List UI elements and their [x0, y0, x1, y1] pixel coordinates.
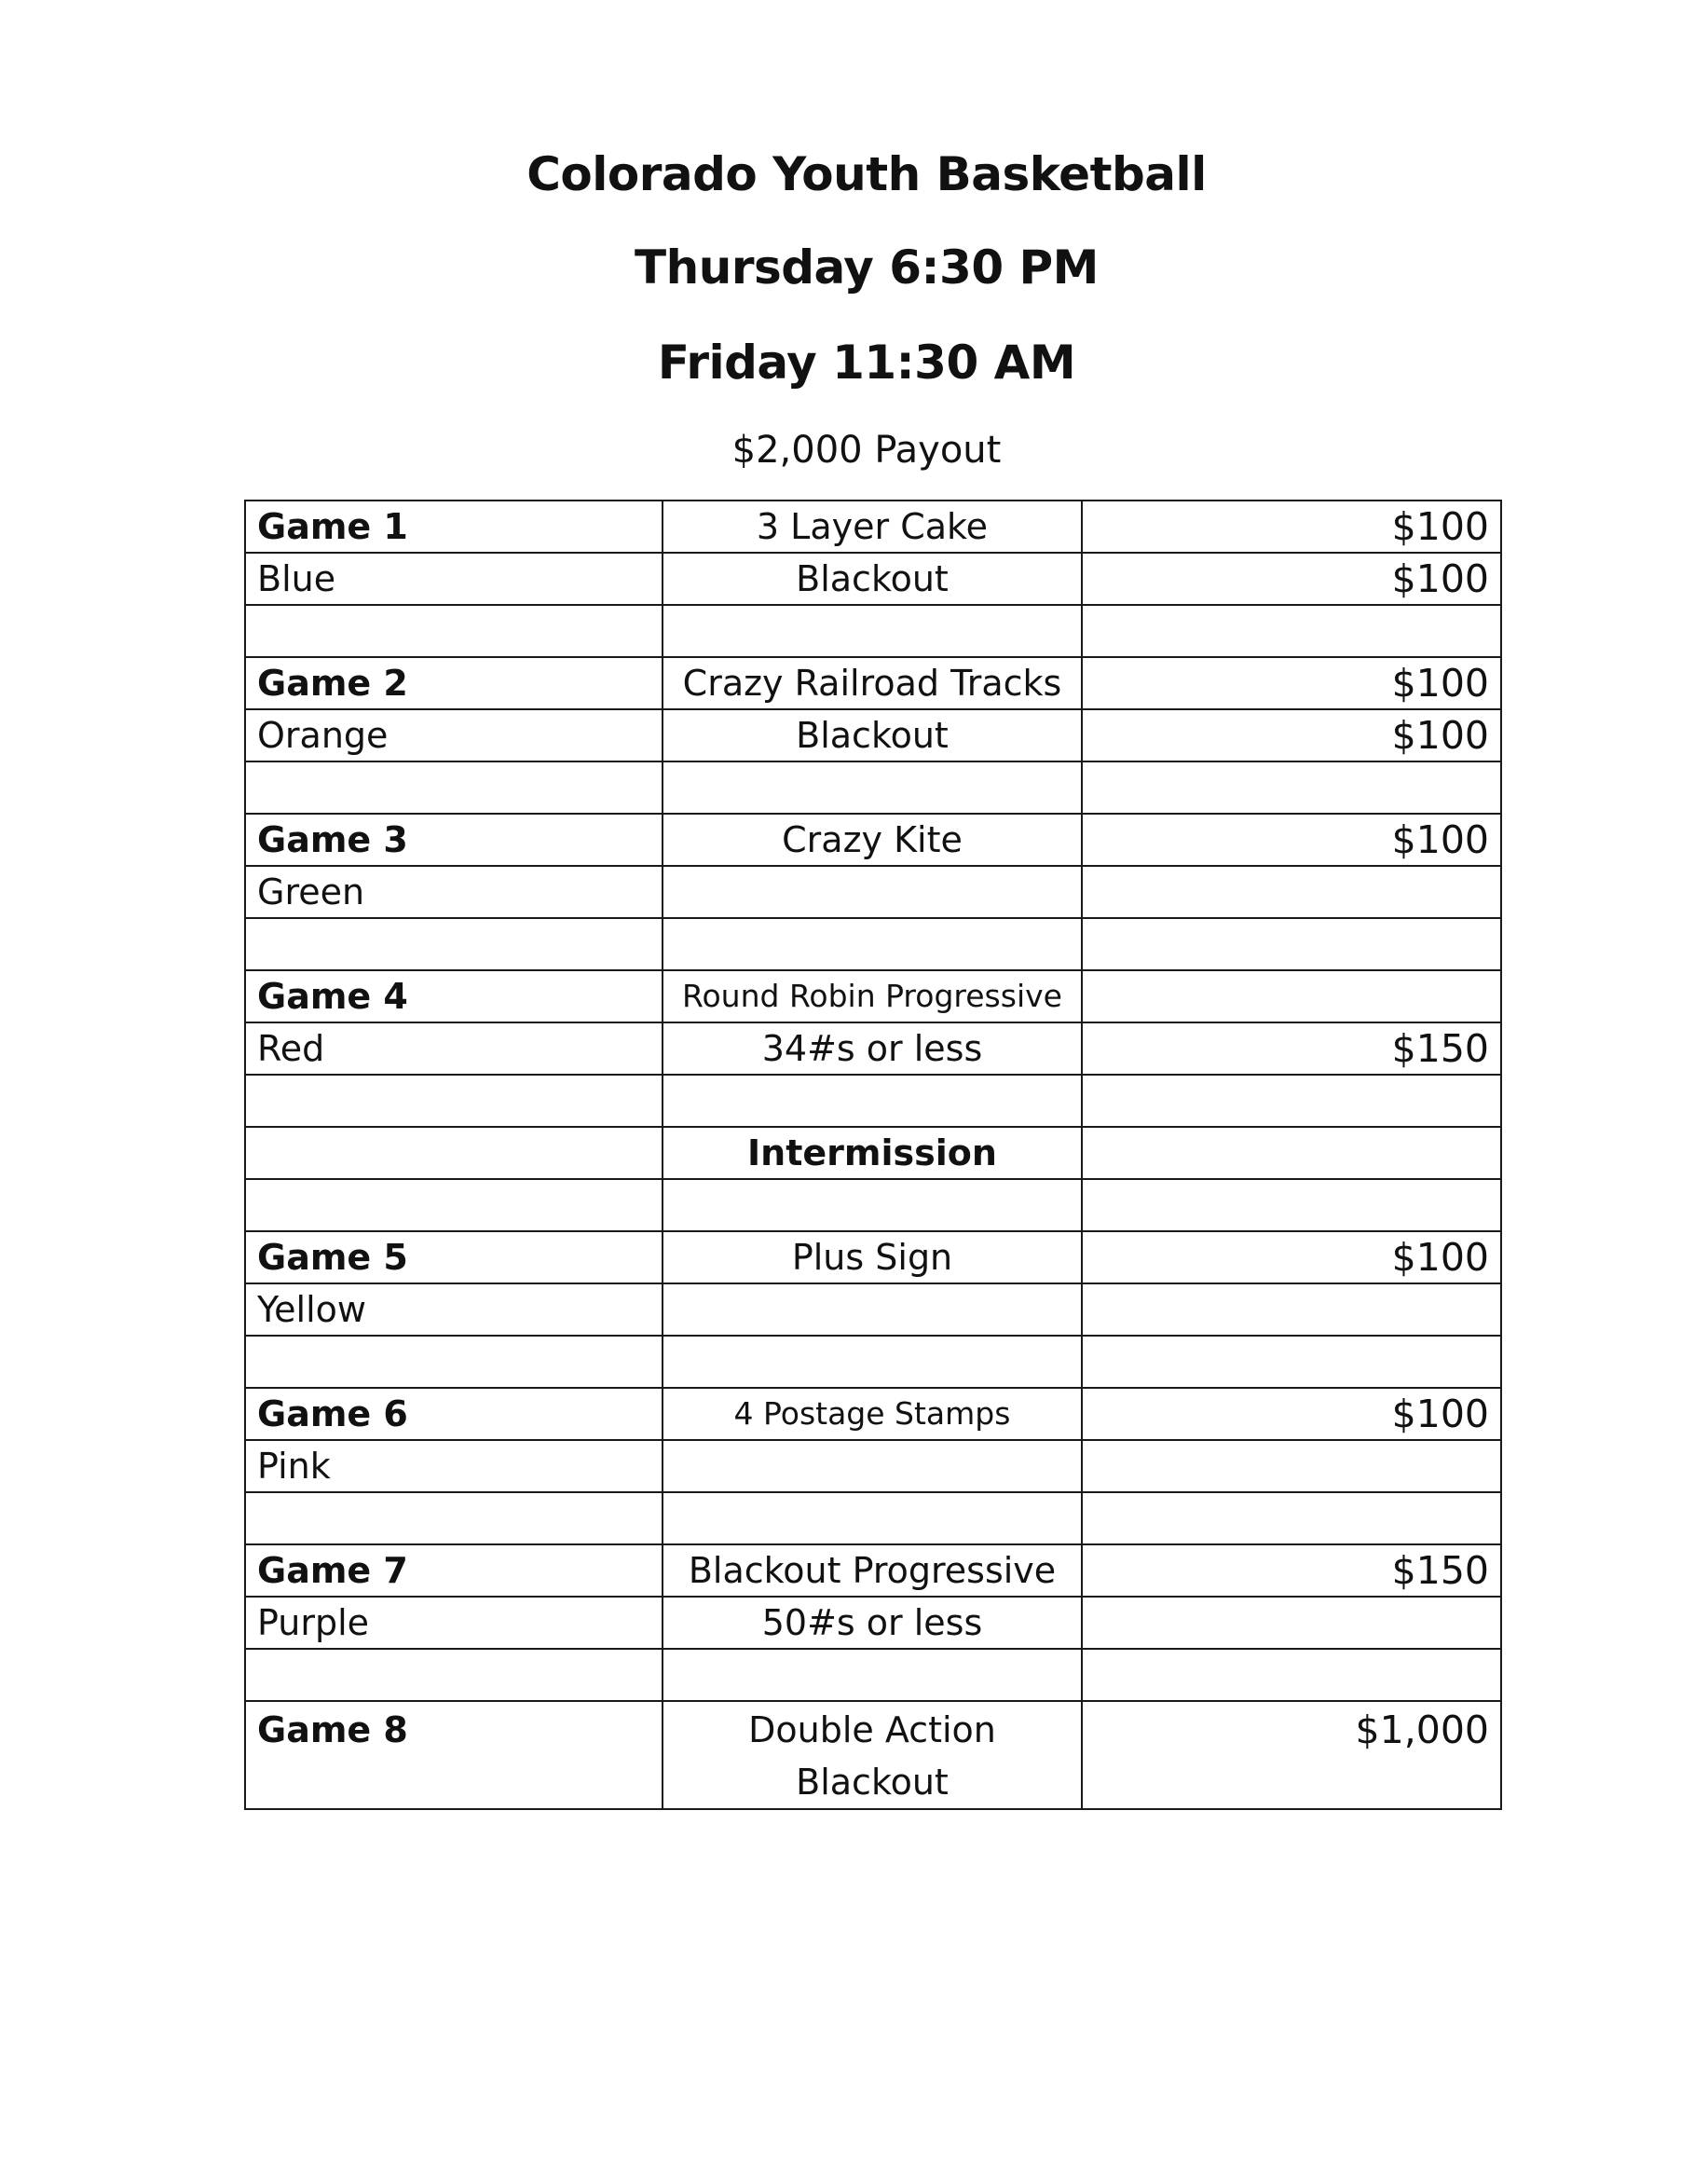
game-color: Yellow [245, 1283, 663, 1336]
game-prize: $100 [1082, 1231, 1501, 1283]
game-color: Green [245, 866, 663, 918]
game-color: Orange [245, 709, 663, 761]
table-row [245, 553, 1501, 605]
game-pattern: Round Robin Progressive [663, 970, 1082, 1022]
table-row [245, 1388, 1501, 1440]
table-row [245, 1022, 1501, 1075]
table-row [245, 1127, 1501, 1179]
session-friday: Friday 11:30 AM [657, 336, 1076, 390]
game-number: Game 8 [245, 1701, 663, 1809]
game-number: Game 6 [245, 1388, 663, 1440]
table-row-spacer [245, 1492, 1501, 1544]
game-prize: $150 [1082, 1544, 1501, 1597]
table-row-spacer [245, 1649, 1501, 1701]
game-pattern: Blackout [663, 709, 1082, 761]
game-pattern: 34#s or less [663, 1022, 1082, 1075]
game-prize: $100 [1082, 709, 1501, 761]
game-pattern: 50#s or less [663, 1597, 1082, 1649]
game-color: Pink [245, 1440, 663, 1492]
payout-total: $2,000 Payout [731, 429, 1002, 472]
game-pattern: Blackout [663, 553, 1082, 605]
game-pattern: Crazy Kite [663, 814, 1082, 866]
game-prize: $100 [1082, 1388, 1501, 1440]
game-pattern: Plus Sign [663, 1231, 1082, 1283]
game-color: Red [245, 1022, 663, 1075]
table-row [245, 501, 1501, 553]
intermission-label: Intermission [663, 1127, 1082, 1179]
game-color: Purple [245, 1597, 663, 1649]
game-number: Game 7 [245, 1544, 663, 1597]
game-pattern: 3 Layer Cake [663, 501, 1082, 553]
game-number: Game 2 [245, 657, 663, 709]
game-prize: $150 [1082, 1022, 1501, 1075]
game-number: Game 4 [245, 970, 663, 1022]
table-row [245, 814, 1501, 866]
session-thursday: Thursday 6:30 PM [635, 240, 1099, 295]
game-prize: $100 [1082, 814, 1501, 866]
game-pattern-line: Double Action [748, 1709, 996, 1750]
table-row-spacer [245, 1179, 1501, 1231]
game-prize: $100 [1082, 553, 1501, 605]
game-number: Game 5 [245, 1231, 663, 1283]
table-row [245, 970, 1501, 1022]
table-row [245, 1440, 1501, 1492]
table-row [245, 866, 1501, 918]
table-row-spacer [245, 605, 1501, 657]
game-prize: $100 [1082, 501, 1501, 553]
page-title: Colorado Youth Basketball [526, 147, 1207, 201]
table-row-spacer [245, 1075, 1501, 1127]
game-color: Blue [245, 553, 663, 605]
game-number: Game 1 [245, 501, 663, 553]
game-pattern [663, 1701, 1082, 1809]
table-row-spacer [245, 761, 1501, 814]
game-prize: $1,000 [1082, 1701, 1501, 1809]
game-pattern: Crazy Railroad Tracks [663, 657, 1082, 709]
game-pattern: Blackout Progressive [663, 1544, 1082, 1597]
game-number: Game 3 [245, 814, 663, 866]
table-row [245, 709, 1501, 761]
table-row [245, 1544, 1501, 1597]
table-row-spacer [245, 1336, 1501, 1388]
game-schedule-table [244, 500, 1502, 1810]
table-row [245, 1597, 1501, 1649]
table-row [245, 657, 1501, 709]
game-pattern: 4 Postage Stamps [663, 1388, 1082, 1440]
table-row [245, 1283, 1501, 1336]
game-prize: $100 [1082, 657, 1501, 709]
table-row [245, 1701, 1501, 1809]
table-row-spacer [245, 918, 1501, 970]
table-row [245, 1231, 1501, 1283]
game-pattern-line: Blackout [796, 1762, 949, 1803]
